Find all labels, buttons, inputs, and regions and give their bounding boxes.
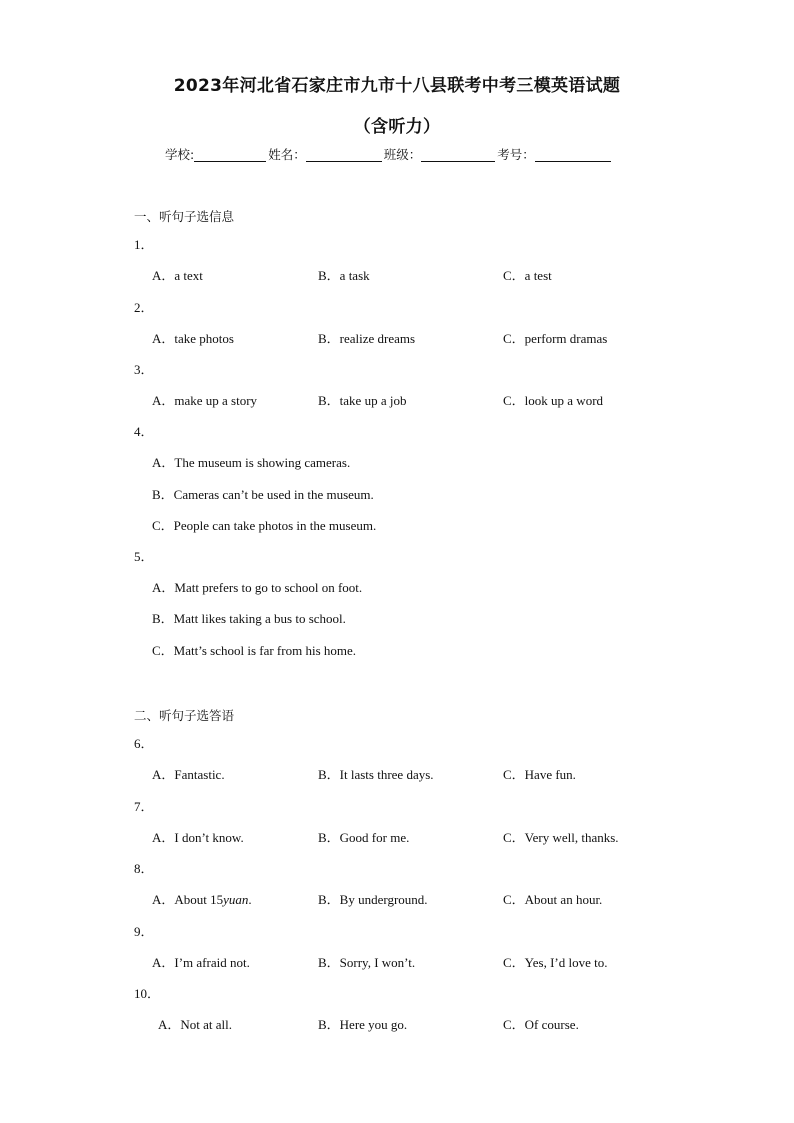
student-info-row — [165, 145, 613, 163]
question-number: 10． — [134, 986, 161, 1001]
question-number: 3． — [134, 362, 154, 377]
option-b[interactable]: B．realize dreams — [318, 331, 416, 346]
option-c[interactable]: C．Yes, I’d love to. — [503, 955, 608, 970]
question-number: 8． — [134, 861, 154, 876]
option-a[interactable]: A．I don’t know. — [152, 830, 244, 845]
school-blank[interactable] — [194, 148, 266, 162]
option-b[interactable]: B．take up a job — [318, 393, 407, 408]
question-number: 2． — [134, 300, 154, 315]
option-a[interactable]: A．a text — [152, 268, 203, 283]
section-heading: 一、听句子选信息 — [134, 209, 235, 224]
option-c[interactable]: C．People can take photos in the museum. — [152, 518, 377, 533]
name-label: 姓名： — [268, 147, 306, 162]
option-c[interactable]: C．Matt’s school is far from his home. — [152, 643, 357, 658]
option-b[interactable]: B．Cameras can’t be used in the museum. — [152, 487, 374, 502]
option-a[interactable]: A．I’m afraid not. — [152, 955, 250, 970]
class-blank[interactable] — [421, 148, 495, 162]
option-a[interactable]: A．Matt prefers to go to school on foot. — [152, 580, 363, 595]
option-a-unit: yuan — [223, 892, 249, 907]
section-heading: 二、听句子选答语 — [134, 708, 235, 723]
option-b[interactable]: B．It lasts three days. — [318, 767, 434, 782]
option-a[interactable]: A．Not at all. — [158, 1017, 233, 1032]
option-c[interactable]: C．perform dramas — [503, 331, 608, 346]
option-a[interactable]: A．make up a story — [152, 393, 258, 408]
question-number: 4． — [134, 424, 154, 439]
option-b[interactable]: B．a task — [318, 268, 370, 283]
question-number: 1． — [134, 237, 154, 252]
exam-subtitle: （含听力） — [353, 117, 441, 137]
option-b[interactable]: B．Matt likes taking a bus to school. — [152, 611, 346, 626]
option-c[interactable]: C．Very well, thanks. — [503, 830, 619, 845]
option-a[interactable]: A．take photos — [152, 331, 234, 346]
option-c[interactable]: C．a test — [503, 268, 552, 283]
id-label: 考号： — [497, 147, 535, 162]
option-b[interactable]: B．Good for me. — [318, 830, 410, 845]
question-number: 9． — [134, 924, 154, 939]
option-b[interactable]: B．Sorry, I won’t. — [318, 955, 416, 970]
option-b[interactable]: B．By underground. — [318, 892, 428, 907]
option-b[interactable]: B．Here you go. — [318, 1017, 408, 1032]
class-label: 班级： — [383, 147, 422, 162]
option-a-period: . — [248, 892, 252, 907]
id-blank[interactable] — [535, 148, 611, 162]
name-blank[interactable] — [306, 148, 382, 162]
exam-title: 2023年河北省石家庄市九市十八县联考中考三模英语试题 — [173, 76, 621, 96]
question-number: 6． — [134, 736, 154, 751]
option-a-text: A．About 15 — [152, 892, 224, 907]
option-c[interactable]: C．About an hour. — [503, 892, 603, 907]
option-c[interactable]: C．Have fun. — [503, 767, 576, 782]
school-label: 学校: — [165, 147, 195, 162]
option-c[interactable]: C．Of course. — [503, 1017, 579, 1032]
question-number: 5． — [134, 549, 154, 564]
option-a[interactable]: A．Fantastic. — [152, 767, 225, 782]
option-a[interactable]: A．The museum is showing cameras. — [152, 455, 351, 470]
option-a[interactable] — [152, 889, 252, 908]
question-number: 7． — [134, 799, 154, 814]
option-c[interactable]: C．look up a word — [503, 393, 604, 408]
